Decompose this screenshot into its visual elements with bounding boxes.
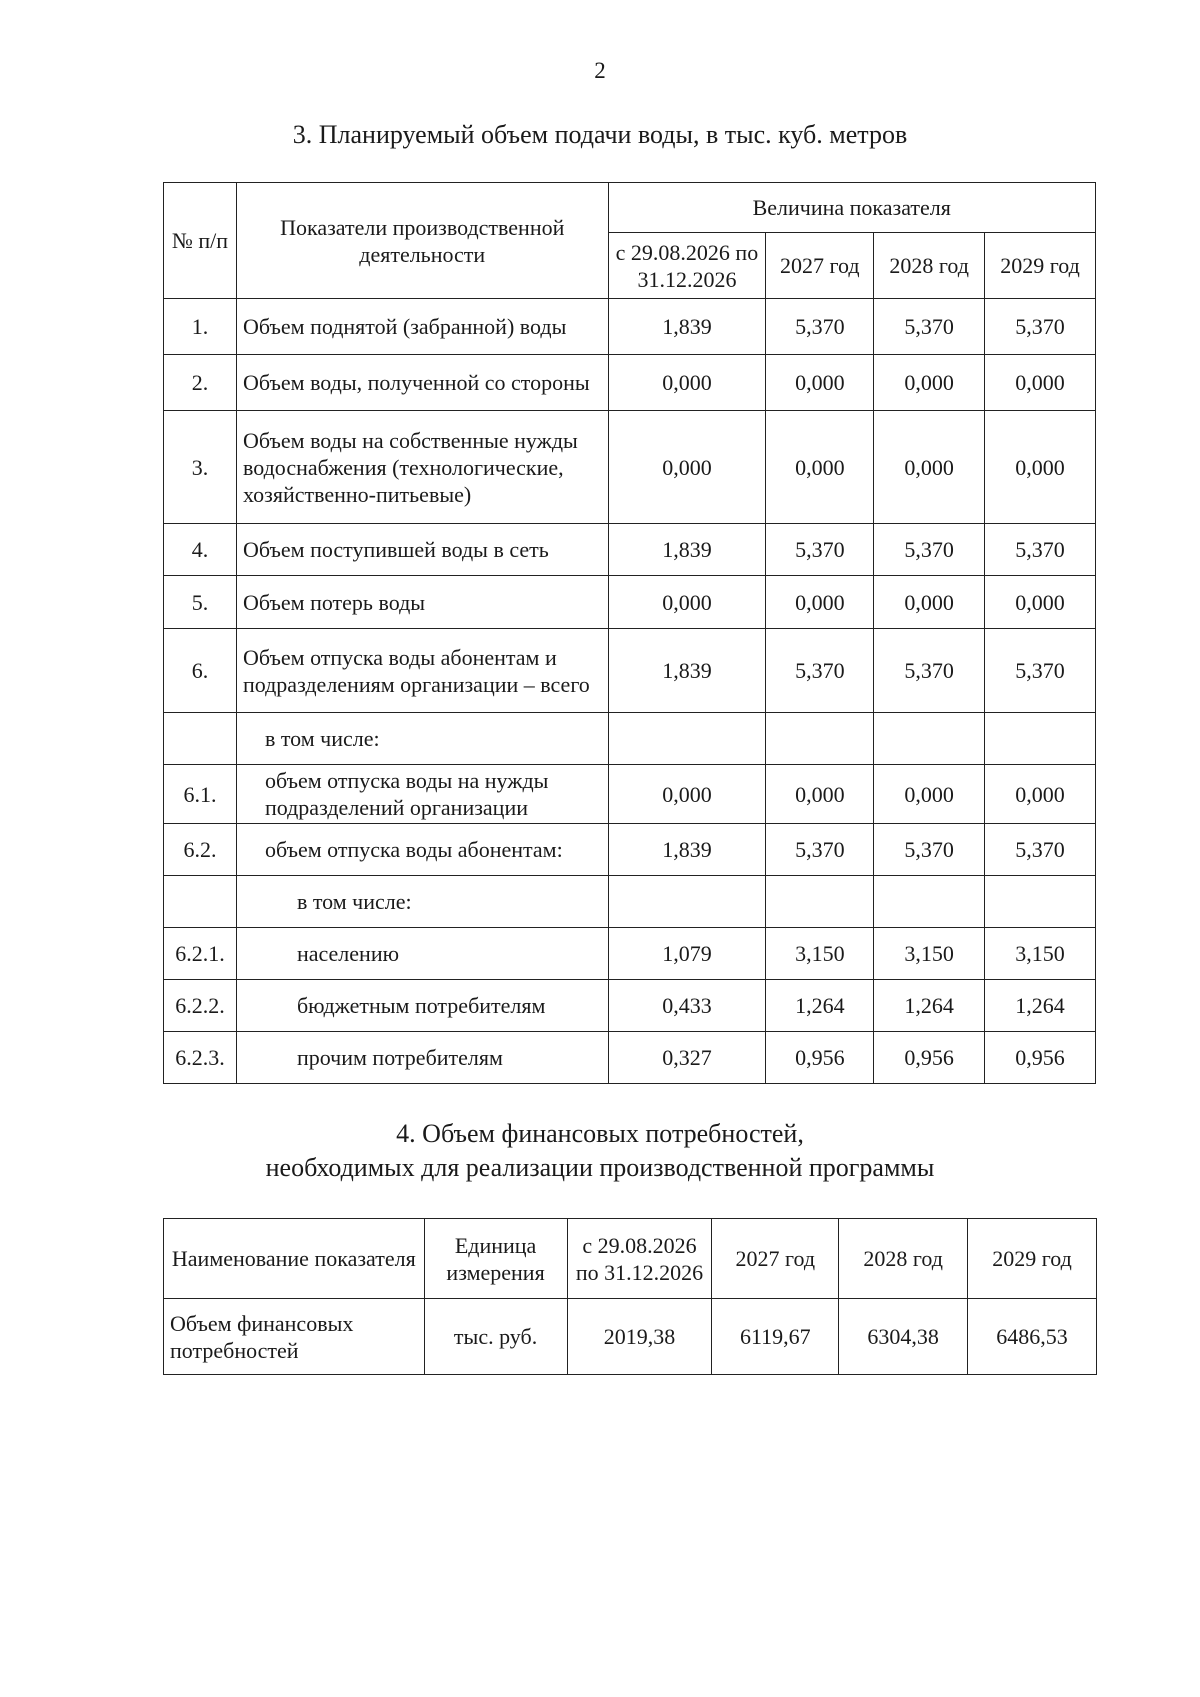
row-value bbox=[985, 876, 1096, 928]
header-period-1: с 29.08.2026 по 31.12.2026 bbox=[567, 1219, 712, 1299]
row-value bbox=[766, 713, 874, 765]
row-value: 0,433 bbox=[608, 980, 766, 1032]
row-value: 0,000 bbox=[874, 411, 985, 524]
row-value: 1,839 bbox=[608, 524, 766, 576]
row-value: 0,000 bbox=[874, 355, 985, 411]
row-value: 5,370 bbox=[985, 824, 1096, 876]
table-row bbox=[164, 629, 1096, 713]
header-indicators: Показатели производственной деятельности bbox=[236, 183, 608, 299]
row-value: 1,839 bbox=[608, 629, 766, 713]
row-value: 0,000 bbox=[766, 411, 874, 524]
section3-title: 3. Планируемый объем подачи воды, в тыс. куб. метров bbox=[292, 120, 908, 149]
table-row bbox=[164, 524, 1096, 576]
row-value: 5,370 bbox=[874, 629, 985, 713]
row-value: 0,956 bbox=[874, 1032, 985, 1084]
table-row bbox=[164, 355, 1096, 411]
row-value: 0,000 bbox=[608, 355, 766, 411]
row-label: в том числе: bbox=[236, 876, 608, 928]
row-value: 5,370 bbox=[766, 824, 874, 876]
row-value: 0,000 bbox=[608, 576, 766, 629]
table-row bbox=[164, 299, 1096, 355]
row-num: 1. bbox=[164, 299, 237, 355]
water-supply-table bbox=[163, 182, 1096, 1084]
row-value bbox=[766, 876, 874, 928]
header-period-4: 2029 год bbox=[985, 233, 1096, 299]
row-value: 5,370 bbox=[874, 524, 985, 576]
row-value: 1,839 bbox=[608, 824, 766, 876]
row-value: 1,264 bbox=[985, 980, 1096, 1032]
row-value bbox=[608, 876, 766, 928]
row-value: 3,150 bbox=[766, 928, 874, 980]
row-num: 6.1. bbox=[164, 765, 237, 824]
row-value: 0,000 bbox=[985, 765, 1096, 824]
row-value: 0,000 bbox=[985, 355, 1096, 411]
table-row bbox=[164, 713, 1096, 765]
row-num: 6. bbox=[164, 629, 237, 713]
table-row bbox=[164, 411, 1096, 524]
row-name: Объем финансовых потребностей bbox=[164, 1299, 425, 1375]
row-label: в том числе: bbox=[236, 713, 608, 765]
row-value: 1,079 bbox=[608, 928, 766, 980]
row-num: 6.2. bbox=[164, 824, 237, 876]
row-num bbox=[164, 876, 237, 928]
row-value: 5,370 bbox=[874, 824, 985, 876]
section4-title-line1: 4. Объем финансовых потребностей, bbox=[396, 1119, 804, 1148]
row-value: 5,370 bbox=[985, 629, 1096, 713]
row-value: 6486,53 bbox=[968, 1299, 1097, 1375]
row-value: 1,264 bbox=[766, 980, 874, 1032]
row-num: 6.2.2. bbox=[164, 980, 237, 1032]
row-value: 3,150 bbox=[985, 928, 1096, 980]
row-value: 5,370 bbox=[985, 299, 1096, 355]
table-row bbox=[164, 765, 1096, 824]
row-label: Объем воды, полученной со стороны bbox=[236, 355, 608, 411]
row-value: 2019,38 bbox=[567, 1299, 712, 1375]
table-row bbox=[164, 980, 1096, 1032]
header-period-2: 2027 год bbox=[712, 1219, 839, 1299]
row-value: 0,000 bbox=[874, 576, 985, 629]
row-value: 5,370 bbox=[766, 299, 874, 355]
header-period-1: с 29.08.2026 по 31.12.2026 bbox=[608, 233, 766, 299]
row-value: 5,370 bbox=[766, 524, 874, 576]
row-value: 0,000 bbox=[766, 355, 874, 411]
row-value bbox=[985, 713, 1096, 765]
table-row bbox=[164, 1032, 1096, 1084]
row-label: Объем поступившей воды в сеть bbox=[236, 524, 608, 576]
page-number: 2 bbox=[594, 58, 606, 83]
row-value: 6119,67 bbox=[712, 1299, 839, 1375]
section4-title bbox=[0, 1117, 1200, 1185]
row-num: 6.2.1. bbox=[164, 928, 237, 980]
row-value: 0,000 bbox=[766, 765, 874, 824]
table-row bbox=[164, 576, 1096, 629]
table-row bbox=[164, 824, 1096, 876]
header-value-group: Величина показателя bbox=[608, 183, 1096, 233]
row-value: 3,150 bbox=[874, 928, 985, 980]
header-period-4: 2029 год bbox=[968, 1219, 1097, 1299]
row-value: 0,956 bbox=[766, 1032, 874, 1084]
row-value: 0,000 bbox=[985, 411, 1096, 524]
row-value: 0,000 bbox=[874, 765, 985, 824]
header-num: № п/п bbox=[164, 183, 237, 299]
row-unit: тыс. руб. bbox=[424, 1299, 567, 1375]
row-value: 0,000 bbox=[766, 576, 874, 629]
row-num: 2. bbox=[164, 355, 237, 411]
row-value: 6304,38 bbox=[839, 1299, 968, 1375]
header-period-3: 2028 год bbox=[874, 233, 985, 299]
row-value: 5,370 bbox=[874, 299, 985, 355]
header-period-2: 2027 год bbox=[766, 233, 874, 299]
financial-needs-table bbox=[163, 1218, 1097, 1375]
row-label: Объем воды на собственные нужды водоснабжения (технологические, хозяйственно-питьевые) bbox=[236, 411, 608, 524]
table-row bbox=[164, 1299, 1097, 1375]
row-label: прочим потребителям bbox=[236, 1032, 608, 1084]
row-num: 3. bbox=[164, 411, 237, 524]
table-row bbox=[164, 876, 1096, 928]
row-label: объем отпуска воды на нужды подразделений организации bbox=[236, 765, 608, 824]
row-num: 4. bbox=[164, 524, 237, 576]
header-unit: Единица измерения bbox=[424, 1219, 567, 1299]
section4-title-line2: необходимых для реализации производственной программы bbox=[265, 1153, 935, 1182]
row-value bbox=[874, 713, 985, 765]
row-label: Объем поднятой (забранной) воды bbox=[236, 299, 608, 355]
row-num bbox=[164, 713, 237, 765]
row-label: Объем потерь воды bbox=[236, 576, 608, 629]
row-value: 5,370 bbox=[766, 629, 874, 713]
row-value: 0,327 bbox=[608, 1032, 766, 1084]
row-value: 0,956 bbox=[985, 1032, 1096, 1084]
row-value: 1,839 bbox=[608, 299, 766, 355]
header-period-3: 2028 год bbox=[839, 1219, 968, 1299]
row-value: 0,000 bbox=[608, 411, 766, 524]
row-value: 5,370 bbox=[985, 524, 1096, 576]
row-label: объем отпуска воды абонентам: bbox=[236, 824, 608, 876]
row-num: 6.2.3. bbox=[164, 1032, 237, 1084]
row-label: бюджетным потребителям bbox=[236, 980, 608, 1032]
row-value bbox=[608, 713, 766, 765]
row-label: населению bbox=[236, 928, 608, 980]
row-num: 5. bbox=[164, 576, 237, 629]
row-value: 0,000 bbox=[985, 576, 1096, 629]
row-value: 1,264 bbox=[874, 980, 985, 1032]
header-name: Наименование показателя bbox=[164, 1219, 425, 1299]
row-label: Объем отпуска воды абонентам и подразделениям организации – всего bbox=[236, 629, 608, 713]
row-value bbox=[874, 876, 985, 928]
table-row bbox=[164, 928, 1096, 980]
row-value: 0,000 bbox=[608, 765, 766, 824]
